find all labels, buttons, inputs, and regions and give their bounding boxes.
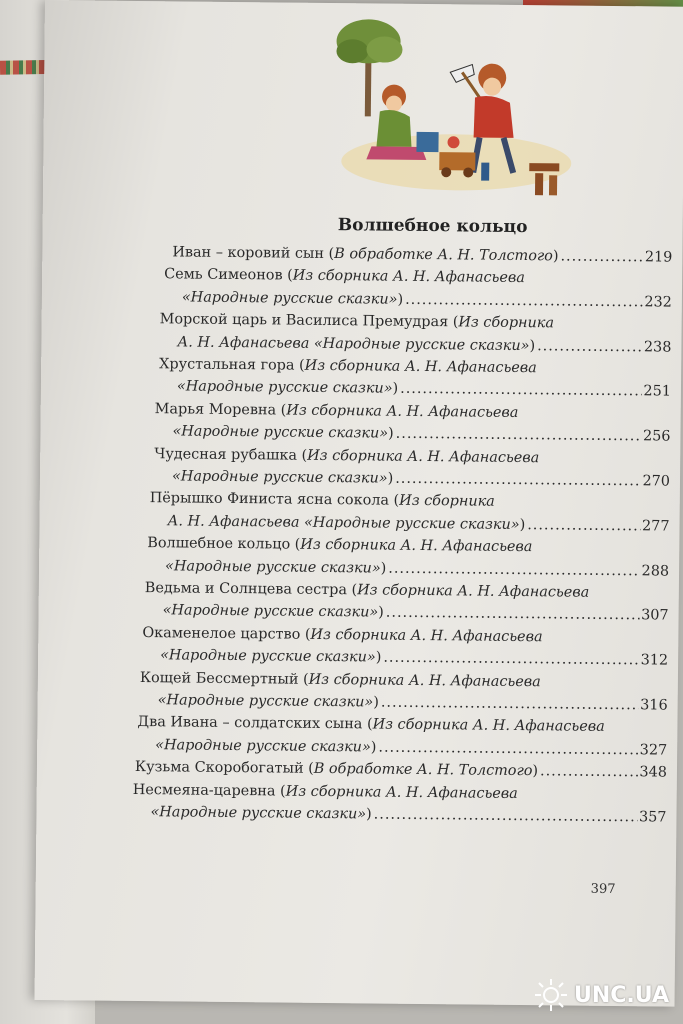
watermark-text: UNC.UA xyxy=(574,982,669,1008)
leader-dots xyxy=(378,736,638,761)
entry-title: Кощей Бессмертный ( xyxy=(139,669,309,688)
sun-logo-icon xyxy=(534,978,568,1012)
leader-dots xyxy=(388,557,640,582)
entry-title: Окаменелое царство ( xyxy=(142,624,311,643)
entry-source: Из сборника xyxy=(458,314,555,332)
entry-source: Из сборника А. Н. Афанасьева xyxy=(310,626,543,646)
entry-source: Из сборника А. Н. Афанасьева xyxy=(372,716,605,736)
entry-punct: ) xyxy=(392,381,399,398)
toc-entry xyxy=(147,532,669,582)
entry-punct: ) xyxy=(397,291,404,308)
entry-page-number: 316 xyxy=(640,697,668,714)
entry-punct: ) xyxy=(388,425,394,442)
toc-entry xyxy=(140,667,668,717)
section-title: Волшебное кольцо xyxy=(337,215,528,238)
entry-page-number: 270 xyxy=(642,473,671,490)
entry-title: Ведьма и Солнцева сестра ( xyxy=(144,580,358,599)
watermark xyxy=(534,978,669,1012)
toc-entry xyxy=(154,443,670,493)
entry-source-cont: «Народные русские сказки» xyxy=(162,602,379,621)
entry-source-cont: А. Н. Афанасьева «Народные русские сказки» xyxy=(177,333,530,354)
leader-dots xyxy=(400,378,642,403)
entry-title: Два Ивана – солдатских сына ( xyxy=(137,714,373,733)
entry-page-number: 357 xyxy=(638,809,667,826)
entry-punct: ) xyxy=(380,560,387,577)
entry-page-number: 348 xyxy=(639,764,668,781)
entry-source: Из сборника А. Н. Афанасьева xyxy=(300,536,533,556)
leader-dots xyxy=(537,335,642,359)
entry-source: В обработке А. Н. Толстого xyxy=(313,761,533,780)
entry-title: Семь Симеонов ( xyxy=(164,266,293,285)
entry-page-number: 277 xyxy=(641,518,670,535)
entry-page-number: 219 xyxy=(644,249,673,266)
entry-source-cont: «Народные русские сказки» xyxy=(160,647,376,666)
page-number: 397 xyxy=(590,881,616,898)
entry-title: Марья Моревна ( xyxy=(154,400,287,419)
entry-source: Из сборника А. Н. Афанасьева xyxy=(357,582,590,601)
entry-punct: ) xyxy=(378,604,384,621)
leader-dots xyxy=(396,423,642,448)
entry-punct: ) xyxy=(519,516,526,533)
entry-source-cont: «Народные русские сказки» xyxy=(171,468,388,487)
entry-punct: ) xyxy=(366,806,372,823)
entry-punct: ) xyxy=(373,694,379,711)
toc-entry xyxy=(132,779,666,829)
entry-page-number: 238 xyxy=(643,338,672,356)
toc-entry xyxy=(159,308,671,358)
leader-dots xyxy=(560,245,643,268)
entry-punct: ) xyxy=(370,739,377,756)
entry-title: Несмеяна-царевна ( xyxy=(132,781,286,800)
book-page xyxy=(35,0,683,1007)
leader-dots xyxy=(527,514,640,538)
entry-page-number: 232 xyxy=(644,294,672,311)
entry-source-cont: А. Н. Афанасьева «Народные русские сказки» xyxy=(167,513,520,533)
leader-dots xyxy=(395,468,641,493)
entry-title: Морской царь и Василиса Премудрая ( xyxy=(159,311,459,331)
entry-source-cont: «Народные русские сказки» xyxy=(172,423,389,442)
entry-punct: ) xyxy=(387,470,394,487)
leader-dots xyxy=(381,692,639,717)
entry-page-number: 312 xyxy=(640,652,669,669)
entry-page-number: 256 xyxy=(642,428,671,445)
entry-source: Из сборника А. Н. Афанасьева xyxy=(308,671,541,690)
leader-dots xyxy=(383,647,639,672)
toc-entry xyxy=(142,622,668,672)
entry-page-number: 327 xyxy=(639,742,668,759)
leader-dots xyxy=(405,289,643,314)
entry-source-cont: «Народные русские сказки» xyxy=(181,289,398,308)
toc-entry xyxy=(149,488,669,538)
entry-source-cont: «Народные русские сказки» xyxy=(155,736,371,756)
entry-punct: ) xyxy=(375,649,382,666)
entry-punct: ) xyxy=(529,337,536,354)
entry-title: Хрустальная гора ( xyxy=(159,356,305,374)
toc-entry xyxy=(137,711,667,761)
entry-page-number: 288 xyxy=(641,562,670,580)
entry-title: Иван – коровий сын ( xyxy=(172,244,335,263)
entry-source-cont: «Народные русские сказки» xyxy=(176,378,393,398)
entry-title: Пёрышко Финиста ясна сокола ( xyxy=(149,490,400,510)
toc-entry xyxy=(154,398,670,448)
entry-title: Кузьма Скоробогатый ( xyxy=(134,759,314,778)
entry-source-cont: «Народные русские сказки» xyxy=(150,804,367,823)
entry-punct: ) xyxy=(552,248,559,265)
entry-source: Из сборника xyxy=(399,493,495,511)
entry-source-cont: «Народные русские сказки» xyxy=(164,557,381,577)
entry-source: Из сборника А. Н. Афанасьева xyxy=(307,447,540,466)
entry-source: Из сборника А. Н. Афанасьева xyxy=(304,357,537,377)
entry-source: Из сборника А. Н. Афанасьева xyxy=(285,783,518,802)
entry-source: Из сборника А. Н. Афанасьева xyxy=(286,402,519,421)
entry-title: Чудесная рубашка ( xyxy=(154,445,308,464)
entry-page-number: 251 xyxy=(643,383,672,400)
leader-dots xyxy=(386,602,640,627)
toc-entry xyxy=(164,264,672,314)
leader-dots xyxy=(540,760,638,783)
illustration-children-playing xyxy=(331,11,573,204)
entry-source: Из сборника А. Н. Афанасьева xyxy=(292,268,525,287)
table-of-contents xyxy=(126,241,672,829)
entry-page-number: 307 xyxy=(641,607,669,624)
toc-entry xyxy=(159,353,671,403)
entry-title: Волшебное кольцо ( xyxy=(147,535,301,553)
entry-source: В обработке А. Н. Толстого xyxy=(334,246,553,265)
leader-dots xyxy=(374,803,638,828)
entry-source-cont: «Народные русские сказки» xyxy=(157,692,374,711)
entry-punct: ) xyxy=(532,763,539,780)
toc-entry xyxy=(144,577,668,627)
